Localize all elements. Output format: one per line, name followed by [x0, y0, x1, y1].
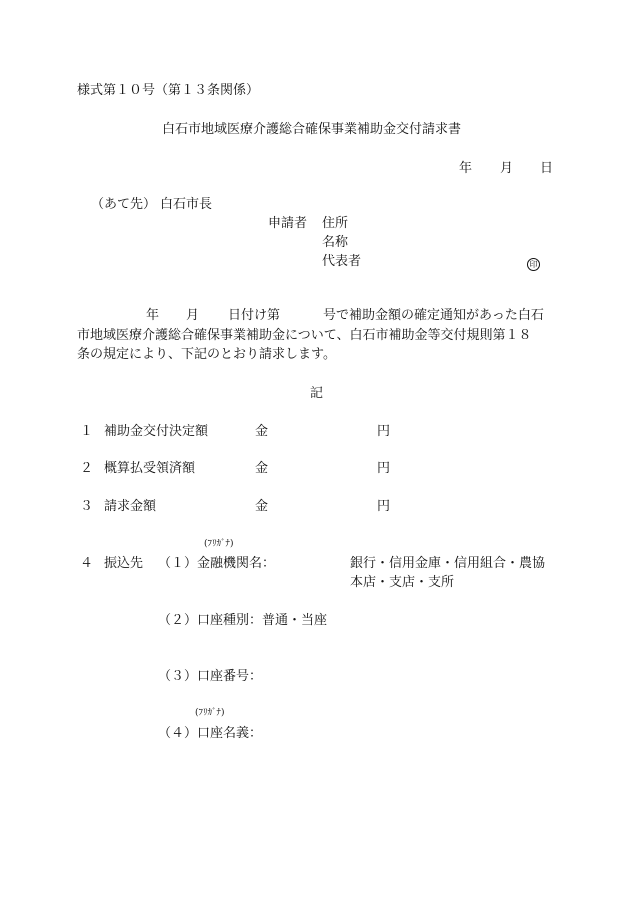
bank-name-label: （１）金融機関名： [158, 556, 276, 571]
body-line2: 市地域医療介護総合確保事業補助金について、白石市補助金等交付規則第１８ [77, 328, 532, 343]
item-1-label: 補助金交付決定額 [104, 424, 209, 439]
seal-icon: 印 [527, 258, 540, 271]
applicant-name-label: 名称 [322, 235, 349, 250]
date-day: 日 [540, 161, 554, 176]
account-holder-furigana: (ﾌﾘｶﾞﾅ) [195, 708, 225, 718]
item-1-number: １ [80, 424, 94, 439]
item-1-unit: 円 [377, 424, 391, 439]
item-2-label: 概算払受領済額 [104, 461, 196, 476]
addressee-label: （あて先） [91, 197, 157, 212]
addressee-name: 白石市長 [160, 197, 213, 212]
body-line1-rest: 号で補助金額の確定通知があった白石 [323, 308, 544, 323]
applicant-label: 申請者 [268, 216, 308, 231]
item-2-unit: 円 [377, 461, 391, 476]
item-2-number: ２ [80, 461, 94, 476]
item-3-label: 請求金額 [104, 499, 157, 514]
transfer-number: ４ [80, 556, 94, 571]
body-line3: 条の規定により、下記のとおり請求します。 [77, 347, 336, 362]
transfer-label: 振込先 [104, 556, 144, 571]
account-holder-label: （４）口座名義： [158, 726, 263, 741]
date-year: 年 [459, 161, 473, 176]
item-3-number: ３ [80, 499, 94, 514]
date-month: 月 [500, 161, 514, 176]
account-type: （２）口座種別：普通・当座 [158, 613, 328, 628]
applicant-representative-label: 代表者 [322, 254, 362, 269]
seal-mark [527, 256, 540, 272]
bank-type-options: 銀行・信用金庫・信用組合・農協 [350, 556, 546, 571]
item-3-unit: 円 [377, 499, 391, 514]
form-number: 様式第１０号（第１３条関係） [77, 83, 260, 98]
item-3-prefix: 金 [255, 499, 269, 514]
branch-type-options: 本店・支店・支所 [350, 575, 455, 590]
ki-heading: 記 [310, 386, 324, 401]
item-1-prefix: 金 [255, 424, 269, 439]
body-date-suffix: 日付け第 [228, 308, 281, 323]
account-number-label: （３）口座番号： [158, 669, 263, 684]
document-title: 白石市地域医療介護総合確保事業補助金交付請求書 [162, 122, 462, 137]
item-2-prefix: 金 [255, 461, 269, 476]
bank-furigana: (ﾌﾘｶﾞﾅ) [204, 539, 234, 549]
body-year: 年 [146, 308, 160, 323]
body-month: 月 [186, 308, 200, 323]
applicant-address-label: 住所 [322, 216, 349, 231]
